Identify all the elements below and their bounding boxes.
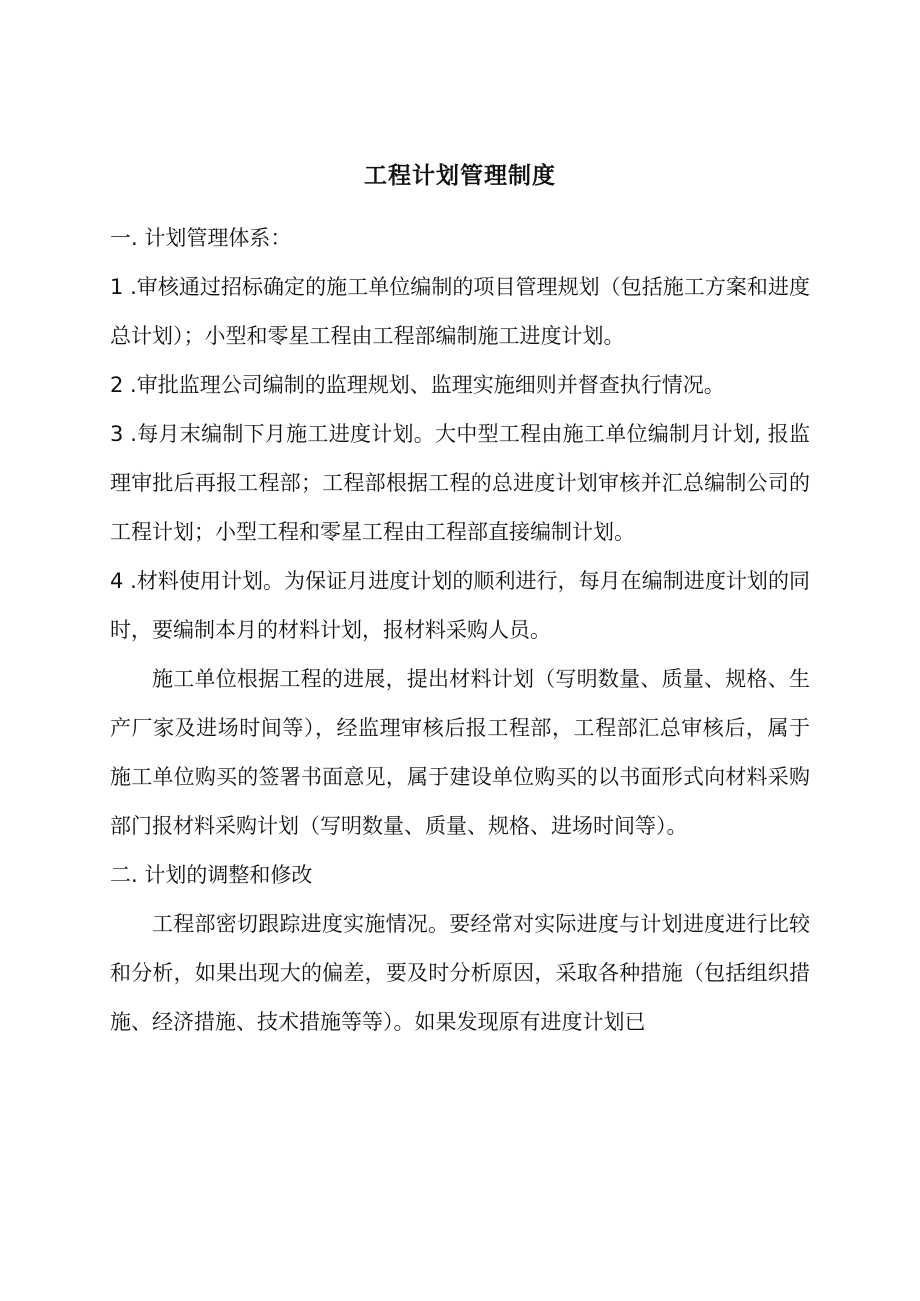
section-heading-plan-adjustment: 二. 计划的调整和修改 xyxy=(110,863,313,887)
section-heading-plan-system: 一. 计划管理体系： xyxy=(110,226,292,250)
list-item-2: 2 .审批监理公司编制的监理规划、监理实施细则并督查执行情况。 xyxy=(110,373,725,397)
list-item-4: 4 .材料使用计划。为保证月进度计划的顺利进行，每月在编制进度计划的同时，要编制本月的材料计划，报材料采购人员。 xyxy=(110,569,810,642)
document-body xyxy=(110,214,810,1047)
list-item-1: 1 .审核通过招标确定的施工单位编制的项目管理规划（包括施工方案和进度总计划）；小型和零星工程由工程部编制施工进度计划。 xyxy=(110,275,810,348)
list-item-3: 3 .每月末编制下月施工进度计划。大中型工程由施工单位编制月计划, 报监理审批后再报工程部；工程部根据工程的总进度计划审核并汇总编制公司的工程计划；小型工程和零星工程由工程部直接编制计划。 xyxy=(110,422,810,544)
paragraph-material-plan: 施工单位根据工程的进展，提出材料计划（写明数量、质量、规格、生产厂家及进场时间等），经监理审核后报工程部，工程部汇总审核后，属于施工单位购买的签署书面意见，属于建设单位购买的以书面形式向材料采购部门报材料采购计划（写明数量、质量、规格、进场时间等）。 xyxy=(110,667,810,838)
paragraph-progress-tracking: 工程部密切跟踪进度实施情况。要经常对实际进度与计划进度进行比较和分析，如果出现大的偏差，要及时分析原因，采取各种措施（包括组织措施、经济措施、技术措施等等）。如果发现原有进度计划已 xyxy=(110,912,810,1034)
document-title: 工程计划管理制度 xyxy=(364,163,556,189)
